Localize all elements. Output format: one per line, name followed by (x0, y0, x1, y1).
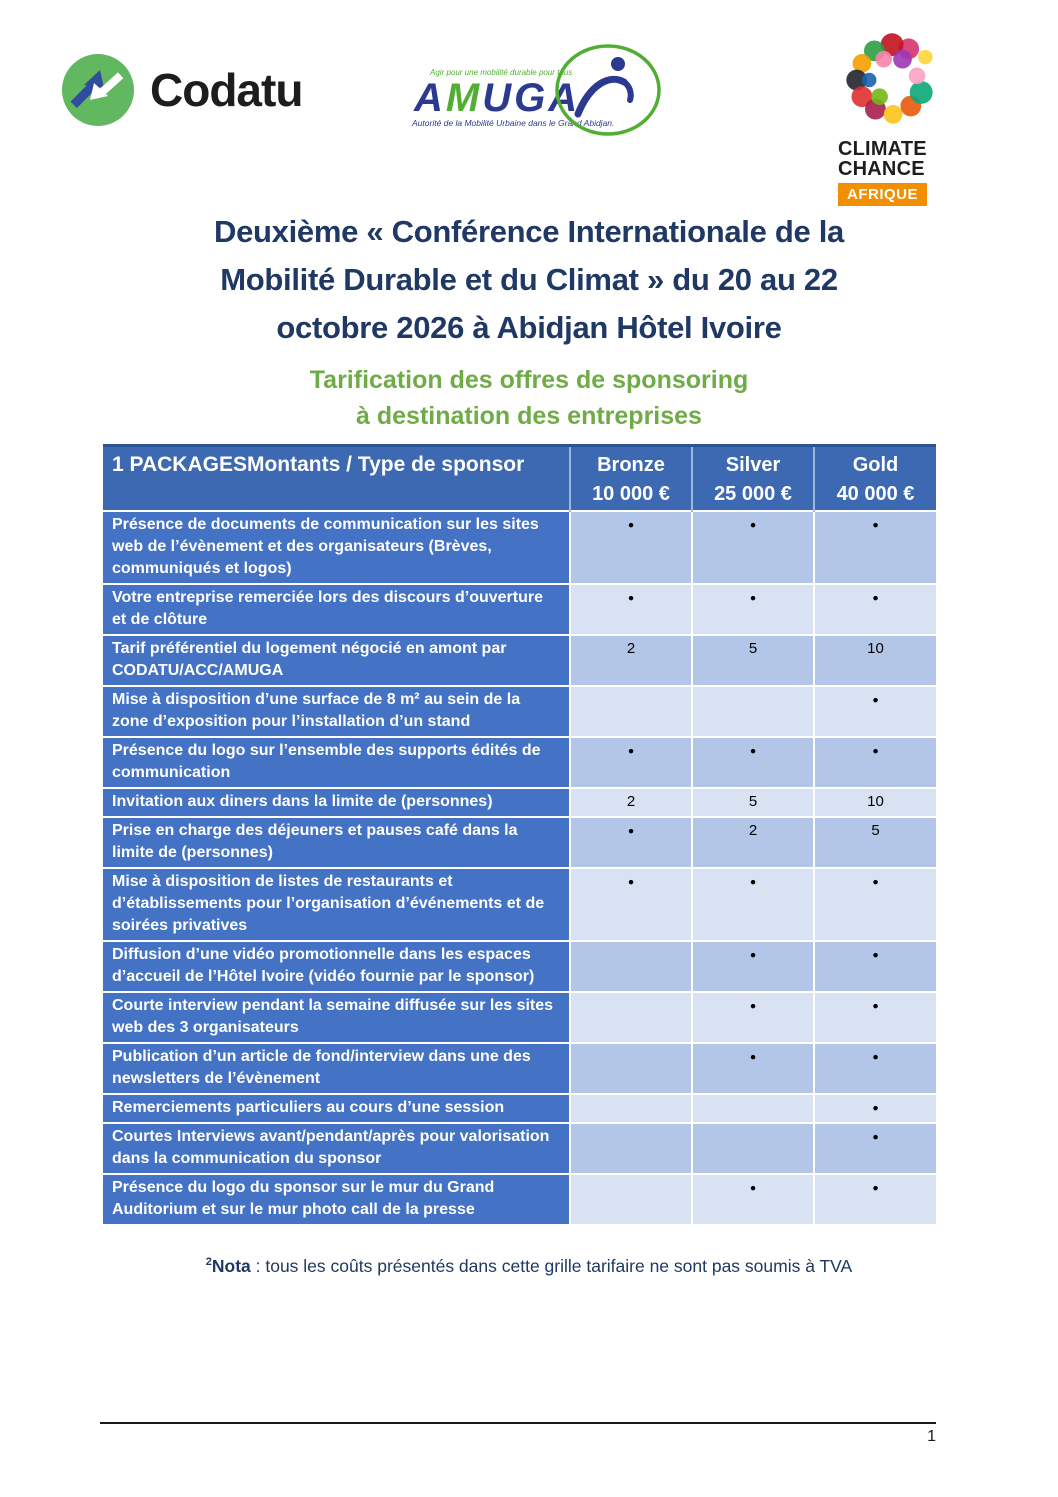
cell-bronze (570, 941, 692, 992)
bullet-icon: ● (872, 1000, 879, 1012)
cell-gold (814, 737, 936, 788)
row-label: Invitation aux diners dans la limite de (personnes) (103, 788, 570, 817)
bullet-icon: ● (749, 745, 757, 757)
cell-gold (814, 686, 936, 737)
chance-word: CHANCE (838, 158, 925, 180)
subtitle-line-1: Tarification des offres de sponsoring (309, 366, 749, 394)
row-label: Remerciements particuliers au cours d’une session (103, 1094, 570, 1123)
nota-superscript: 2 (205, 1256, 212, 1269)
bullet-icon: ● (627, 876, 635, 888)
pricing-table (103, 444, 936, 1224)
codatu-logo-text: Codatu (150, 64, 303, 116)
cell-bronze (570, 868, 692, 941)
subtitle-line-2: à destination des entreprises (356, 402, 702, 430)
bullet-icon: ● (749, 1051, 757, 1063)
page-subtitle (50, 362, 1008, 434)
cell-bronze (570, 1123, 692, 1174)
title-line-2: Mobilité Durable et du Climat » du 20 au 22 (220, 262, 838, 297)
bullet-icon: ● (872, 592, 879, 604)
table-row (103, 584, 936, 635)
amuga-letter: A (414, 76, 446, 120)
bullet-icon: ● (627, 825, 635, 837)
table-row (103, 686, 936, 737)
silver-price: 25 000 € (714, 483, 792, 505)
row-label: Publication d’un article de fond/interview dans une des newsletters de l’évènement (103, 1043, 570, 1094)
cell-silver: 5 (692, 635, 814, 686)
bullet-icon: ● (872, 519, 879, 531)
bullet-icon: ● (872, 1051, 879, 1063)
table-body (103, 511, 936, 1224)
cell-silver (692, 941, 814, 992)
table-row (103, 868, 936, 941)
page-title (50, 208, 1008, 352)
bronze-price: 10 000 € (592, 483, 670, 505)
table-row (103, 635, 936, 686)
climate-word: CLIMATE (838, 138, 927, 160)
cell-silver: 5 (692, 788, 814, 817)
bullet-icon: ● (749, 1000, 757, 1012)
cell-bronze (570, 511, 692, 584)
cell-bronze (570, 1174, 692, 1224)
cell-bronze: 2 (570, 788, 692, 817)
cell-gold (814, 1123, 936, 1174)
nota-bold: Nota (211, 1256, 251, 1276)
cell-bronze (570, 1094, 692, 1123)
table-row (103, 788, 936, 817)
silver-name: Silver (725, 454, 781, 476)
cell-silver (692, 1123, 814, 1174)
amuga-logo (412, 42, 652, 157)
cell-gold (814, 1174, 936, 1224)
bullet-icon: ● (872, 1131, 879, 1143)
header-silver (692, 446, 814, 512)
cell-bronze (570, 817, 692, 868)
amuga-subtitle: Autorité de la Mobilité Urbaine dans le Grand Abidjan. (412, 118, 615, 128)
row-label: Présence du logo du sponsor sur le mur du Grand Auditorium et sur le mur photo call de la presse (103, 1174, 570, 1224)
row-label: Mise à disposition d’une surface de 8 m² au sein de la zone d’exposition pour l’installation d’un stand (103, 686, 570, 737)
cell-silver: 2 (692, 817, 814, 868)
cell-gold (814, 992, 936, 1043)
table-header-row (103, 446, 936, 512)
header-gold (814, 446, 936, 512)
bullet-icon: ● (872, 745, 879, 757)
gold-name: Gold (852, 454, 899, 476)
cell-silver (692, 992, 814, 1043)
cell-gold: 5 (814, 817, 936, 868)
cell-silver (692, 1043, 814, 1094)
title-line-3: octobre 2026 à Abidjan Hôtel Ivoire (276, 310, 782, 345)
cell-gold (814, 1094, 936, 1123)
table-row (103, 511, 936, 584)
bullet-icon: ● (627, 519, 635, 531)
bullet-icon: ● (872, 1102, 879, 1114)
bronze-name: Bronze (597, 454, 665, 476)
page-number: 1 (927, 1428, 936, 1445)
amuga-letter: UGA (482, 76, 581, 120)
cell-bronze: 2 (570, 635, 692, 686)
codatu-logo-icon (60, 52, 136, 128)
climate-chance-c-icon (838, 28, 942, 132)
row-label: Prise en charge des déjeuners et pauses café dans la limite de (personnes) (103, 817, 570, 868)
bullet-icon: ● (872, 1182, 879, 1194)
row-label: Courtes Interviews avant/pendant/après pour valorisation dans la communication du sponsor (103, 1123, 570, 1174)
amuga-tagline: Agir pour une mobilité durable pour tous (430, 68, 573, 77)
codatu-logo (60, 52, 302, 128)
bullet-icon: ● (749, 519, 757, 531)
cell-silver (692, 1094, 814, 1123)
row-label: Diffusion d’une vidéo promotionnelle dans les espaces d’accueil de l’Hôtel Ivoire (vidéo fournie par le sponsor) (103, 941, 570, 992)
cell-bronze (570, 584, 692, 635)
table-row (103, 992, 936, 1043)
gold-price: 40 000 € (836, 483, 915, 505)
table-row (103, 1094, 936, 1123)
table-row (103, 941, 936, 992)
nota-text (50, 1256, 1008, 1277)
table-row (103, 1174, 936, 1224)
bullet-icon: ● (749, 949, 757, 961)
cell-gold (814, 1043, 936, 1094)
amuga-person-icon (552, 42, 664, 142)
bullet-icon: ● (872, 876, 879, 888)
table-row (103, 817, 936, 868)
cell-silver (692, 868, 814, 941)
climate-chance-text (838, 139, 948, 179)
cell-silver (692, 737, 814, 788)
cell-gold (814, 511, 936, 584)
header-label: 1 PACKAGESMontants / Type de sponsor (103, 446, 570, 512)
bullet-icon: ● (749, 592, 757, 604)
bullet-icon: ● (627, 745, 635, 757)
bullet-icon: ● (749, 876, 757, 888)
row-label: Tarif préférentiel du logement négocié en amont par CODATU/ACC/AMUGA (103, 635, 570, 686)
table-row (103, 737, 936, 788)
cell-gold: 10 (814, 635, 936, 686)
cell-silver (692, 511, 814, 584)
row-label: Votre entreprise remerciée lors des discours d’ouverture et de clôture (103, 584, 570, 635)
row-label: Mise à disposition de listes de restaurants et d’établissements pour l’organisation d’événements et de soirées privatives (103, 868, 570, 941)
header-bronze (570, 446, 692, 512)
cell-bronze (570, 686, 692, 737)
climate-chance-logo (838, 28, 948, 206)
cell-bronze (570, 737, 692, 788)
title-line-1: Deuxième « Conférence Internationale de la (214, 214, 844, 249)
nota-body: : tous les coûts présentés dans cette grille tarifaire ne sont pas soumis à TVA (250, 1256, 853, 1276)
row-label: Présence du logo sur l’ensemble des supports édités de communication (103, 737, 570, 788)
row-label: Courte interview pendant la semaine diffusée sur les sites web des 3 organisateurs (103, 992, 570, 1043)
cell-gold (814, 584, 936, 635)
cell-bronze (570, 992, 692, 1043)
bullet-icon: ● (749, 1182, 757, 1194)
cell-gold: 10 (814, 788, 936, 817)
cell-silver (692, 1174, 814, 1224)
cell-gold (814, 868, 936, 941)
bullet-icon: ● (627, 592, 635, 604)
cell-gold (814, 941, 936, 992)
table-row (103, 1043, 936, 1094)
cell-bronze (570, 1043, 692, 1094)
table-row (103, 1123, 936, 1174)
footer-divider (100, 1422, 936, 1424)
cell-silver (692, 686, 814, 737)
cell-silver (692, 584, 814, 635)
afrique-badge: AFRIQUE (838, 183, 927, 206)
amuga-letter: M (445, 76, 483, 120)
bullet-icon: ● (872, 694, 879, 706)
row-label: Présence de documents de communication sur les sites web de l’évènement et des organisateurs (Brèves, communiqués et logos) (103, 511, 570, 584)
bullet-icon: ● (872, 949, 879, 961)
